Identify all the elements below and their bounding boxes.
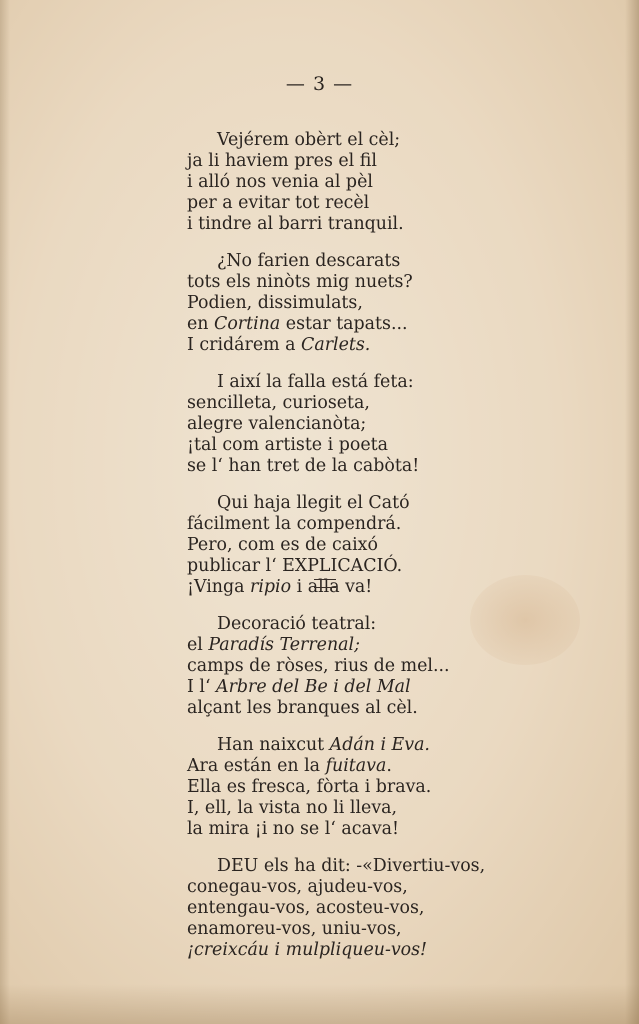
poem-line bbox=[187, 272, 607, 293]
poem-line bbox=[187, 919, 607, 940]
line-text: ja li haviem pres el fil bbox=[187, 151, 377, 171]
page-edge-shadow-bottom bbox=[0, 984, 639, 1024]
line-text: en bbox=[187, 314, 215, 334]
line-text: camps de ròses, rius de mel... bbox=[187, 656, 450, 676]
poem-stanza bbox=[187, 372, 607, 477]
poem-stanza bbox=[187, 130, 607, 235]
poem-line bbox=[187, 877, 607, 898]
poem-line bbox=[187, 456, 607, 477]
poem-stanza bbox=[187, 856, 607, 961]
line-text: i alló nos venia al pèl bbox=[187, 172, 373, 192]
poem-stanza bbox=[187, 614, 607, 719]
line-text: I així la falla está feta: bbox=[217, 372, 414, 392]
poem-line bbox=[187, 251, 607, 272]
line-text: sencilleta, curioseta, bbox=[187, 393, 370, 413]
line-text: Decoració teatral: bbox=[217, 614, 377, 634]
poem-line bbox=[187, 493, 607, 514]
line-text: Vejérem obèrt el cèl; bbox=[217, 130, 401, 150]
poem-section-a bbox=[187, 130, 607, 598]
line-text: se l‘ han tret de la cabòta! bbox=[187, 456, 420, 476]
line-text: i tindre al barri tranquil. bbox=[187, 214, 404, 234]
poem-line bbox=[187, 777, 607, 798]
poem-line bbox=[187, 535, 607, 556]
line-text: I l‘ bbox=[187, 677, 217, 697]
italic-text: fuitava bbox=[325, 756, 387, 776]
poem-line bbox=[187, 677, 607, 698]
poem-line bbox=[187, 898, 607, 919]
poem-line bbox=[187, 756, 607, 777]
line-text: ¿No farien descarats bbox=[217, 251, 401, 271]
line-text: conegau-vos, ajudeu-vos, bbox=[187, 877, 408, 897]
poem-section-b bbox=[187, 614, 607, 961]
poem-line bbox=[187, 435, 607, 456]
poem-line bbox=[187, 635, 607, 656]
italic-text: Cortina bbox=[214, 314, 281, 334]
poem-line bbox=[187, 614, 607, 635]
poem-line bbox=[187, 798, 607, 819]
line-text: fácilment la compendrá. bbox=[187, 514, 402, 534]
line-text: Han naixcut bbox=[217, 735, 330, 755]
poem-line bbox=[187, 372, 607, 393]
poem-line bbox=[187, 393, 607, 414]
poem-line bbox=[187, 698, 607, 719]
line-text: tots els ninòts mig nuets? bbox=[187, 272, 413, 292]
line-text: Qui haja llegit el Cató bbox=[217, 493, 410, 513]
italic-text: Arbre del Be i del Mal bbox=[216, 677, 411, 697]
line-text: el bbox=[187, 635, 209, 655]
line-text: DEU els ha dit: -«Divertiu-vos, bbox=[217, 856, 486, 876]
poem-line bbox=[187, 314, 607, 335]
poem-line bbox=[187, 819, 607, 840]
line-text: ¡Vinga bbox=[187, 577, 251, 597]
poem-line bbox=[187, 130, 607, 151]
poem-stanza bbox=[187, 251, 607, 356]
page-edge-shadow-left bbox=[0, 0, 10, 1024]
poem-line bbox=[187, 856, 607, 877]
poem-stanza bbox=[187, 735, 607, 840]
poem-line bbox=[187, 735, 607, 756]
line-text: alçant les branques al cèl. bbox=[187, 698, 418, 718]
line-text: entengau-vos, acosteu-vos, bbox=[187, 898, 425, 918]
line-text: Ella es fresca, fòrta i brava. bbox=[187, 777, 432, 797]
poem-line bbox=[187, 193, 607, 214]
page-number: — 3 — bbox=[285, 73, 354, 95]
line-text: estar tapats... bbox=[280, 314, 408, 334]
poem-line bbox=[187, 172, 607, 193]
line-text: Pero, com es de caixó bbox=[187, 535, 378, 555]
line-text: per a evitar tot recèl bbox=[187, 193, 370, 213]
poem-line bbox=[187, 656, 607, 677]
poem-stanza bbox=[187, 493, 607, 598]
poem-line bbox=[187, 556, 607, 577]
poem-line bbox=[187, 151, 607, 172]
line-text: ¡tal com artiste i poeta bbox=[187, 435, 388, 455]
line-text: Ara están en la bbox=[187, 756, 326, 776]
italic-text: Paradís Terrenal; bbox=[208, 635, 360, 655]
poem-line bbox=[187, 293, 607, 314]
line-text: alegre valencianòta; bbox=[187, 414, 367, 434]
italic-text: ¡creixcáu i mulpliqueu-vos! bbox=[187, 940, 428, 960]
poem-line bbox=[187, 214, 607, 235]
italic-text: Adán i Eva. bbox=[329, 735, 430, 755]
page-edge-shadow-right bbox=[625, 0, 639, 1024]
line-text: . bbox=[386, 756, 392, 776]
poem-line bbox=[187, 514, 607, 535]
line-text: enamoreu-vos, uniu-vos, bbox=[187, 919, 402, 939]
line-text: la mira ¡i no se l‘ acava! bbox=[187, 819, 400, 839]
line-text: I cridárem a bbox=[187, 335, 302, 355]
poem-line bbox=[187, 335, 607, 356]
italic-text: Carlets. bbox=[301, 335, 371, 355]
line-text: i alla va! bbox=[291, 577, 373, 597]
poem-line bbox=[187, 940, 607, 961]
poem-line bbox=[187, 577, 607, 598]
section-divider bbox=[314, 579, 336, 588]
line-text: I, ell, la vista no li lleva, bbox=[187, 798, 398, 818]
poem-line bbox=[187, 414, 607, 435]
line-text: Podien, dissimulats, bbox=[187, 293, 363, 313]
line-text: publicar l‘ EXPLICACIÓ. bbox=[187, 556, 403, 576]
italic-text: ripio bbox=[250, 577, 292, 597]
